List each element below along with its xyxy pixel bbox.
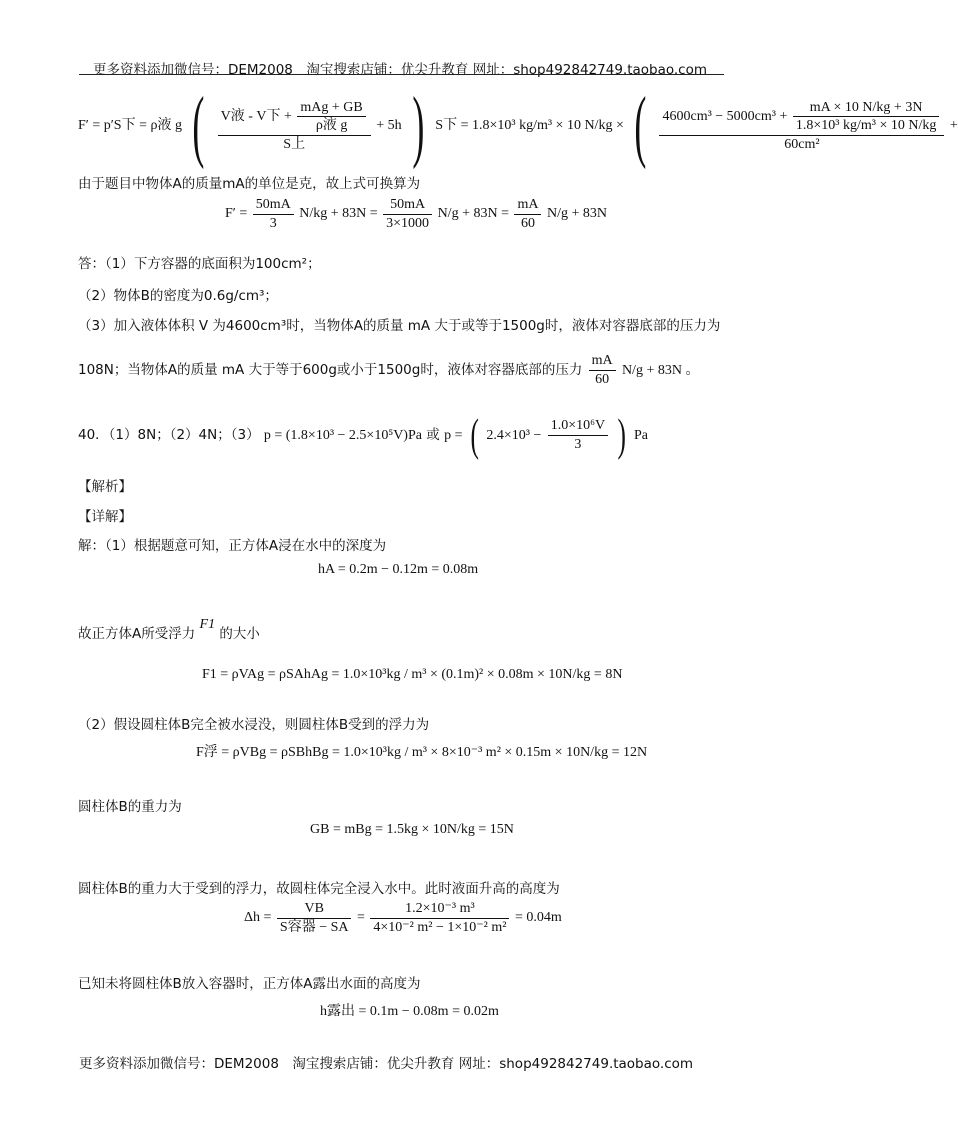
s2-prefix: 故正方体A所受浮力: [78, 626, 196, 642]
answer-1: 答：（1）下方容器的底面积为100cm²；: [78, 256, 321, 272]
solution-step-5: 圆柱体B的重力大于受到的浮力，故圆柱体完全浸入水中。此时液面升高的高度为: [78, 881, 560, 897]
solution-eq-5: [244, 900, 562, 936]
eq1-right-fraction: [659, 99, 944, 154]
page-header: 更多资料添加微信号：DEM2008 淘宝搜索店铺：优尖升教育 网址：shop492842749.taobao.com: [92, 62, 708, 78]
q40-fraction: [548, 417, 608, 453]
section-jiexi: 【解析】: [78, 479, 132, 495]
eq2-mid-1: N/kg + 83N =: [299, 206, 378, 222]
s5-left: Δh =: [244, 910, 272, 926]
solution-step-2: [78, 617, 260, 643]
solution-eq-3: F浮 = ρVBg = ρSBhBg = 1.0×10³kg / m³ × 8×10⁻³ m² × 0.15m × 10N/kg = 12N: [196, 745, 648, 760]
eq1-right-inner-num: mA × 10 N/kg + 3N: [793, 99, 939, 118]
equation-pressure-general: [78, 82, 958, 170]
eq1-inner-num: mAg + GB: [297, 99, 365, 118]
s5-frac-1: [277, 900, 352, 936]
eq2-frac-3-den: 60: [520, 215, 535, 231]
eq1-tail: +: [949, 118, 958, 134]
paragraph-units: 由于题目中物体A的质量mA的单位是克，故上式可换算为: [78, 176, 421, 192]
eq2-frac-2-den: 3×1000: [386, 215, 430, 231]
q40-or: 或: [426, 427, 440, 443]
q40-expression-2-a: 2.4×10³ −: [486, 428, 542, 443]
q40-expression-1: p = (1.8×10³ − 2.5×10⁵V)Pa: [263, 428, 422, 443]
answer-3-frac-num: mA: [589, 352, 616, 371]
eq1-mid: S下 = 1.8×10³ kg/m³ × 10 N/kg ×: [435, 118, 624, 134]
solution-step-1: 解：（1）根据题意可知，正方体A浸在水中的深度为: [78, 538, 387, 554]
eq2-frac-2: [383, 196, 432, 232]
eq2-frac-3: [514, 196, 541, 232]
eq2-frac-1-num: 50mA: [253, 196, 294, 215]
eq2-frac-1-den: 3: [269, 215, 277, 231]
question-40: [78, 409, 649, 460]
eq1-right-den: 60cm²: [784, 136, 820, 152]
answer-3: （3）加入液体体积 V 为4600cm³时，当物体A的质量 mA 大于或等于1500g时，液体对容器底部的压力为: [78, 318, 721, 334]
eq1-inner-fraction: [297, 99, 365, 135]
solution-eq-4: GB = mBg = 1.5kg × 10N/kg = 15N: [310, 822, 514, 837]
q40-expression-2-prefix: p =: [444, 428, 463, 443]
solution-eq-6: h露出 = 0.1m − 0.08m = 0.02m: [320, 1004, 499, 1019]
eq1-right-num-a: 4600cm³ − 5000cm³ +: [662, 108, 788, 124]
answer-3-cont-post: N/g + 83N 。: [621, 363, 700, 378]
page-footer: 更多资料添加微信号：DEM2008 淘宝搜索店铺：优尖升教育 网址：shop492842749.taobao.com: [79, 1056, 694, 1072]
q40-paren-close: ): [617, 409, 627, 460]
q40-prefix: 40．（1）8N；（2）4N；（3）: [78, 427, 260, 443]
eq2-frac-1: [253, 196, 294, 232]
eq1-inner-den: ρ液 g: [315, 118, 348, 134]
s5-frac-2: [370, 900, 509, 936]
s5-equals: =: [356, 910, 365, 926]
s5-frac-1-num: VB: [277, 900, 352, 919]
q40-paren-open: (: [470, 409, 479, 460]
solution-step-4: 圆柱体B的重力为: [78, 799, 182, 815]
s2-suffix: 的大小: [219, 626, 260, 642]
eq2-mid-2: N/g + 83N =: [437, 206, 509, 222]
answer-3-fraction: [589, 352, 616, 388]
solution-step-6: 已知未将圆柱体B放入容器时，正方体A露出水面的高度为: [78, 976, 421, 992]
eq1-right-inner-den: 1.8×10³ kg/m³ × 10 N/kg: [795, 118, 937, 134]
q40-frac-num: 1.0×10⁶V: [548, 417, 608, 436]
paren-close: ): [412, 82, 425, 170]
s5-right: = 0.04m: [514, 910, 562, 926]
s5-frac-2-num: 1.2×10⁻³ m³: [370, 900, 509, 919]
section-xiangjie: 【详解】: [78, 509, 132, 525]
eq1-den: S上: [283, 136, 306, 152]
paren-open-2: (: [634, 82, 647, 170]
s2-force-symbol: F1: [199, 617, 216, 632]
eq1-fraction: [218, 99, 371, 154]
answer-3-cont: [78, 352, 699, 388]
q40-unit: Pa: [634, 428, 649, 443]
solution-step-3: （2）假设圆柱体B完全被水浸没，则圆柱体B受到的浮力为: [78, 717, 430, 733]
solution-eq-2: F1 = ρVAg = ρSAhAg = 1.0×10³kg / m³ × (0.1m)² × 0.08m × 10N/kg = 8N: [202, 667, 623, 682]
eq2-frac-2-num: 50mA: [383, 196, 432, 215]
answer-2: （2）物体B的密度为0.6g/cm³；: [78, 288, 278, 304]
eq2-frac-3-num: mA: [514, 196, 541, 215]
equation-converted: [225, 196, 607, 232]
answer-3-frac-den: 60: [595, 371, 610, 387]
eq1-left: F′ = p′S下 = ρ液 g: [78, 118, 182, 134]
eq1-right-inner-fraction: [793, 99, 939, 135]
s5-frac-1-den: S容器 − SA: [279, 919, 349, 935]
answer-3-cont-text: 108N；当物体A的质量 mA 大于等于600g或小于1500g时，液体对容器底部的压力: [78, 362, 583, 378]
eq2-tail: N/g + 83N: [546, 206, 607, 222]
paren-open: (: [192, 82, 205, 170]
eq1-num-a: V液 - V下 +: [220, 108, 292, 124]
eq2-left: F′ =: [225, 206, 248, 222]
q40-frac-den: 3: [574, 436, 582, 452]
eq1-plus5h: + 5h: [376, 118, 402, 134]
s5-frac-2-den: 4×10⁻² m² − 1×10⁻² m²: [373, 919, 507, 935]
header-divider: [79, 74, 724, 75]
solution-eq-1: hA = 0.2m − 0.12m = 0.08m: [318, 562, 479, 577]
